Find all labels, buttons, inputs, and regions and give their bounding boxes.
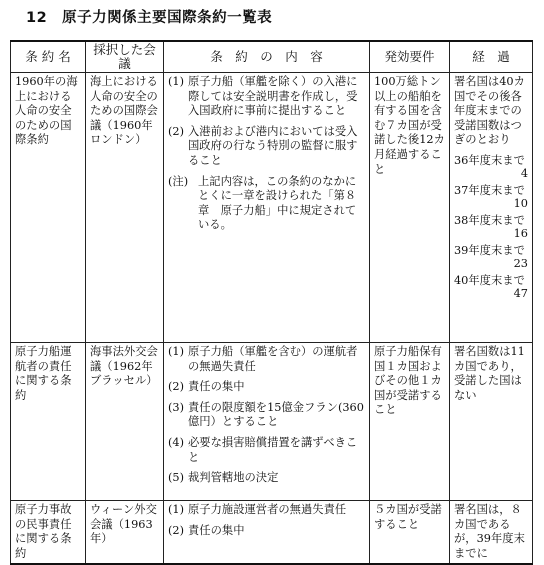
progress-entry: [454, 184, 528, 210]
item-number: (2): [168, 523, 185, 537]
progress-label: 38年度末まで: [454, 213, 525, 227]
progress-intro: 署名国は40カ国でその後各年度末までの受諾国数はつぎのとおり: [454, 75, 525, 147]
item-number: (4): [168, 435, 185, 449]
item-text: 裁判管轄地の決定: [188, 471, 279, 485]
progress-value: 4: [520, 166, 528, 180]
cell-progress: [450, 73, 533, 343]
content-item: [168, 436, 365, 465]
note-text: 上記内容は，この条約のなかにとくに一章を設けられた「第８章 原子力船」中に規定されている。: [198, 174, 357, 232]
cell-name: 1960年の海上における人命の安全のための国際条約: [11, 73, 86, 343]
progress-entry: [454, 214, 528, 240]
progress-entry: [454, 154, 528, 180]
progress-list: [454, 154, 528, 300]
cell-content: [164, 501, 370, 565]
content-note: [168, 175, 365, 233]
cell-content: [164, 73, 370, 343]
cell-meeting: ウィーン外交会議（1963年）: [86, 501, 164, 565]
cell-progress: 署名国は，８カ国であるが，39年度末までに: [450, 501, 533, 565]
cell-name: 原子力船運航者の責任に関する条約: [11, 343, 86, 501]
cell-meeting: 海事法外交会議（1962年ブラッセル）: [86, 343, 164, 501]
table-row: [11, 501, 533, 565]
table-row: [11, 73, 533, 343]
progress-entry: [454, 274, 528, 300]
progress-label: 36年度末まで: [454, 153, 525, 167]
cell-requirement: 100万総トン以上の船舶を有する国を含む７カ国が受諾した後12カ月経過すること: [370, 73, 450, 343]
content-item: [168, 471, 365, 486]
content-item: [168, 524, 365, 539]
item-text: 入港前および港内においては受入国政府の行なう特別の監督に服すること: [188, 124, 358, 167]
cell-requirement: ５カ国が受諾すること: [370, 501, 450, 565]
cell-requirement: 原子力船保有国１カ国およびその他１カ国が受諾すること: [370, 343, 450, 501]
item-text: 責任の集中: [188, 380, 245, 394]
item-number: (2): [168, 124, 185, 138]
cell-content: [164, 343, 370, 501]
content-item: [168, 380, 365, 395]
page-title: 12 原子力関係主要国際条約一覧表: [26, 10, 273, 26]
header-content: 条 約 の 内 容: [164, 41, 370, 73]
progress-value: 16: [513, 226, 528, 240]
content-item: [168, 75, 365, 119]
content-item: [168, 345, 365, 374]
progress-label: 40年度末まで: [454, 273, 525, 287]
header-row: [11, 41, 533, 73]
progress-label: 37年度末まで: [454, 183, 525, 197]
header-progress: 経 過: [450, 41, 533, 73]
treaty-table: [10, 40, 533, 565]
item-number: (3): [168, 400, 185, 414]
content-item: [168, 401, 365, 430]
item-text: 原子力施設運営者の無過失責任: [188, 503, 347, 516]
cell-meeting: 海上における人命の安全のための国際会議（1960年ロンドン）: [86, 73, 164, 343]
item-text: 原子力船（軍艦を含む）の運航者の無過失責任: [188, 345, 358, 373]
item-text: 責任の集中: [188, 523, 245, 537]
progress-value: 10: [513, 196, 528, 210]
progress-value: 47: [513, 286, 528, 300]
content-item: [168, 125, 365, 169]
progress-entry: [454, 244, 528, 270]
note-label: (注): [168, 174, 189, 188]
cell-name: 原子力事故の民事責任に関する条約: [11, 501, 86, 565]
item-text: 原子力船（軍艦を除く）の入港に際しては安全説明書を作成し，受入国政府に事前に提出すること: [188, 75, 358, 118]
item-number: (1): [168, 75, 185, 88]
progress-label: 39年度末まで: [454, 243, 525, 257]
content-item: [168, 503, 365, 518]
item-number: (1): [168, 345, 185, 358]
header-name: 条 約 名: [11, 41, 86, 73]
item-text: 必要な損害賠償措置を講ずべきこと: [188, 435, 358, 464]
item-text: 責任の限度額を15億金フラン(360億円）とすること: [188, 400, 364, 429]
progress-value: 23: [513, 256, 528, 270]
item-number: (2): [168, 380, 185, 394]
item-number: (1): [168, 503, 185, 516]
table-row: [11, 343, 533, 501]
header-requirement: 発効要件: [370, 41, 450, 73]
header-meeting: 採択した会 議: [86, 41, 164, 73]
item-number: (5): [168, 471, 185, 485]
cell-progress: 署名国数は11カ国であり，受諾した国はない: [450, 343, 533, 501]
